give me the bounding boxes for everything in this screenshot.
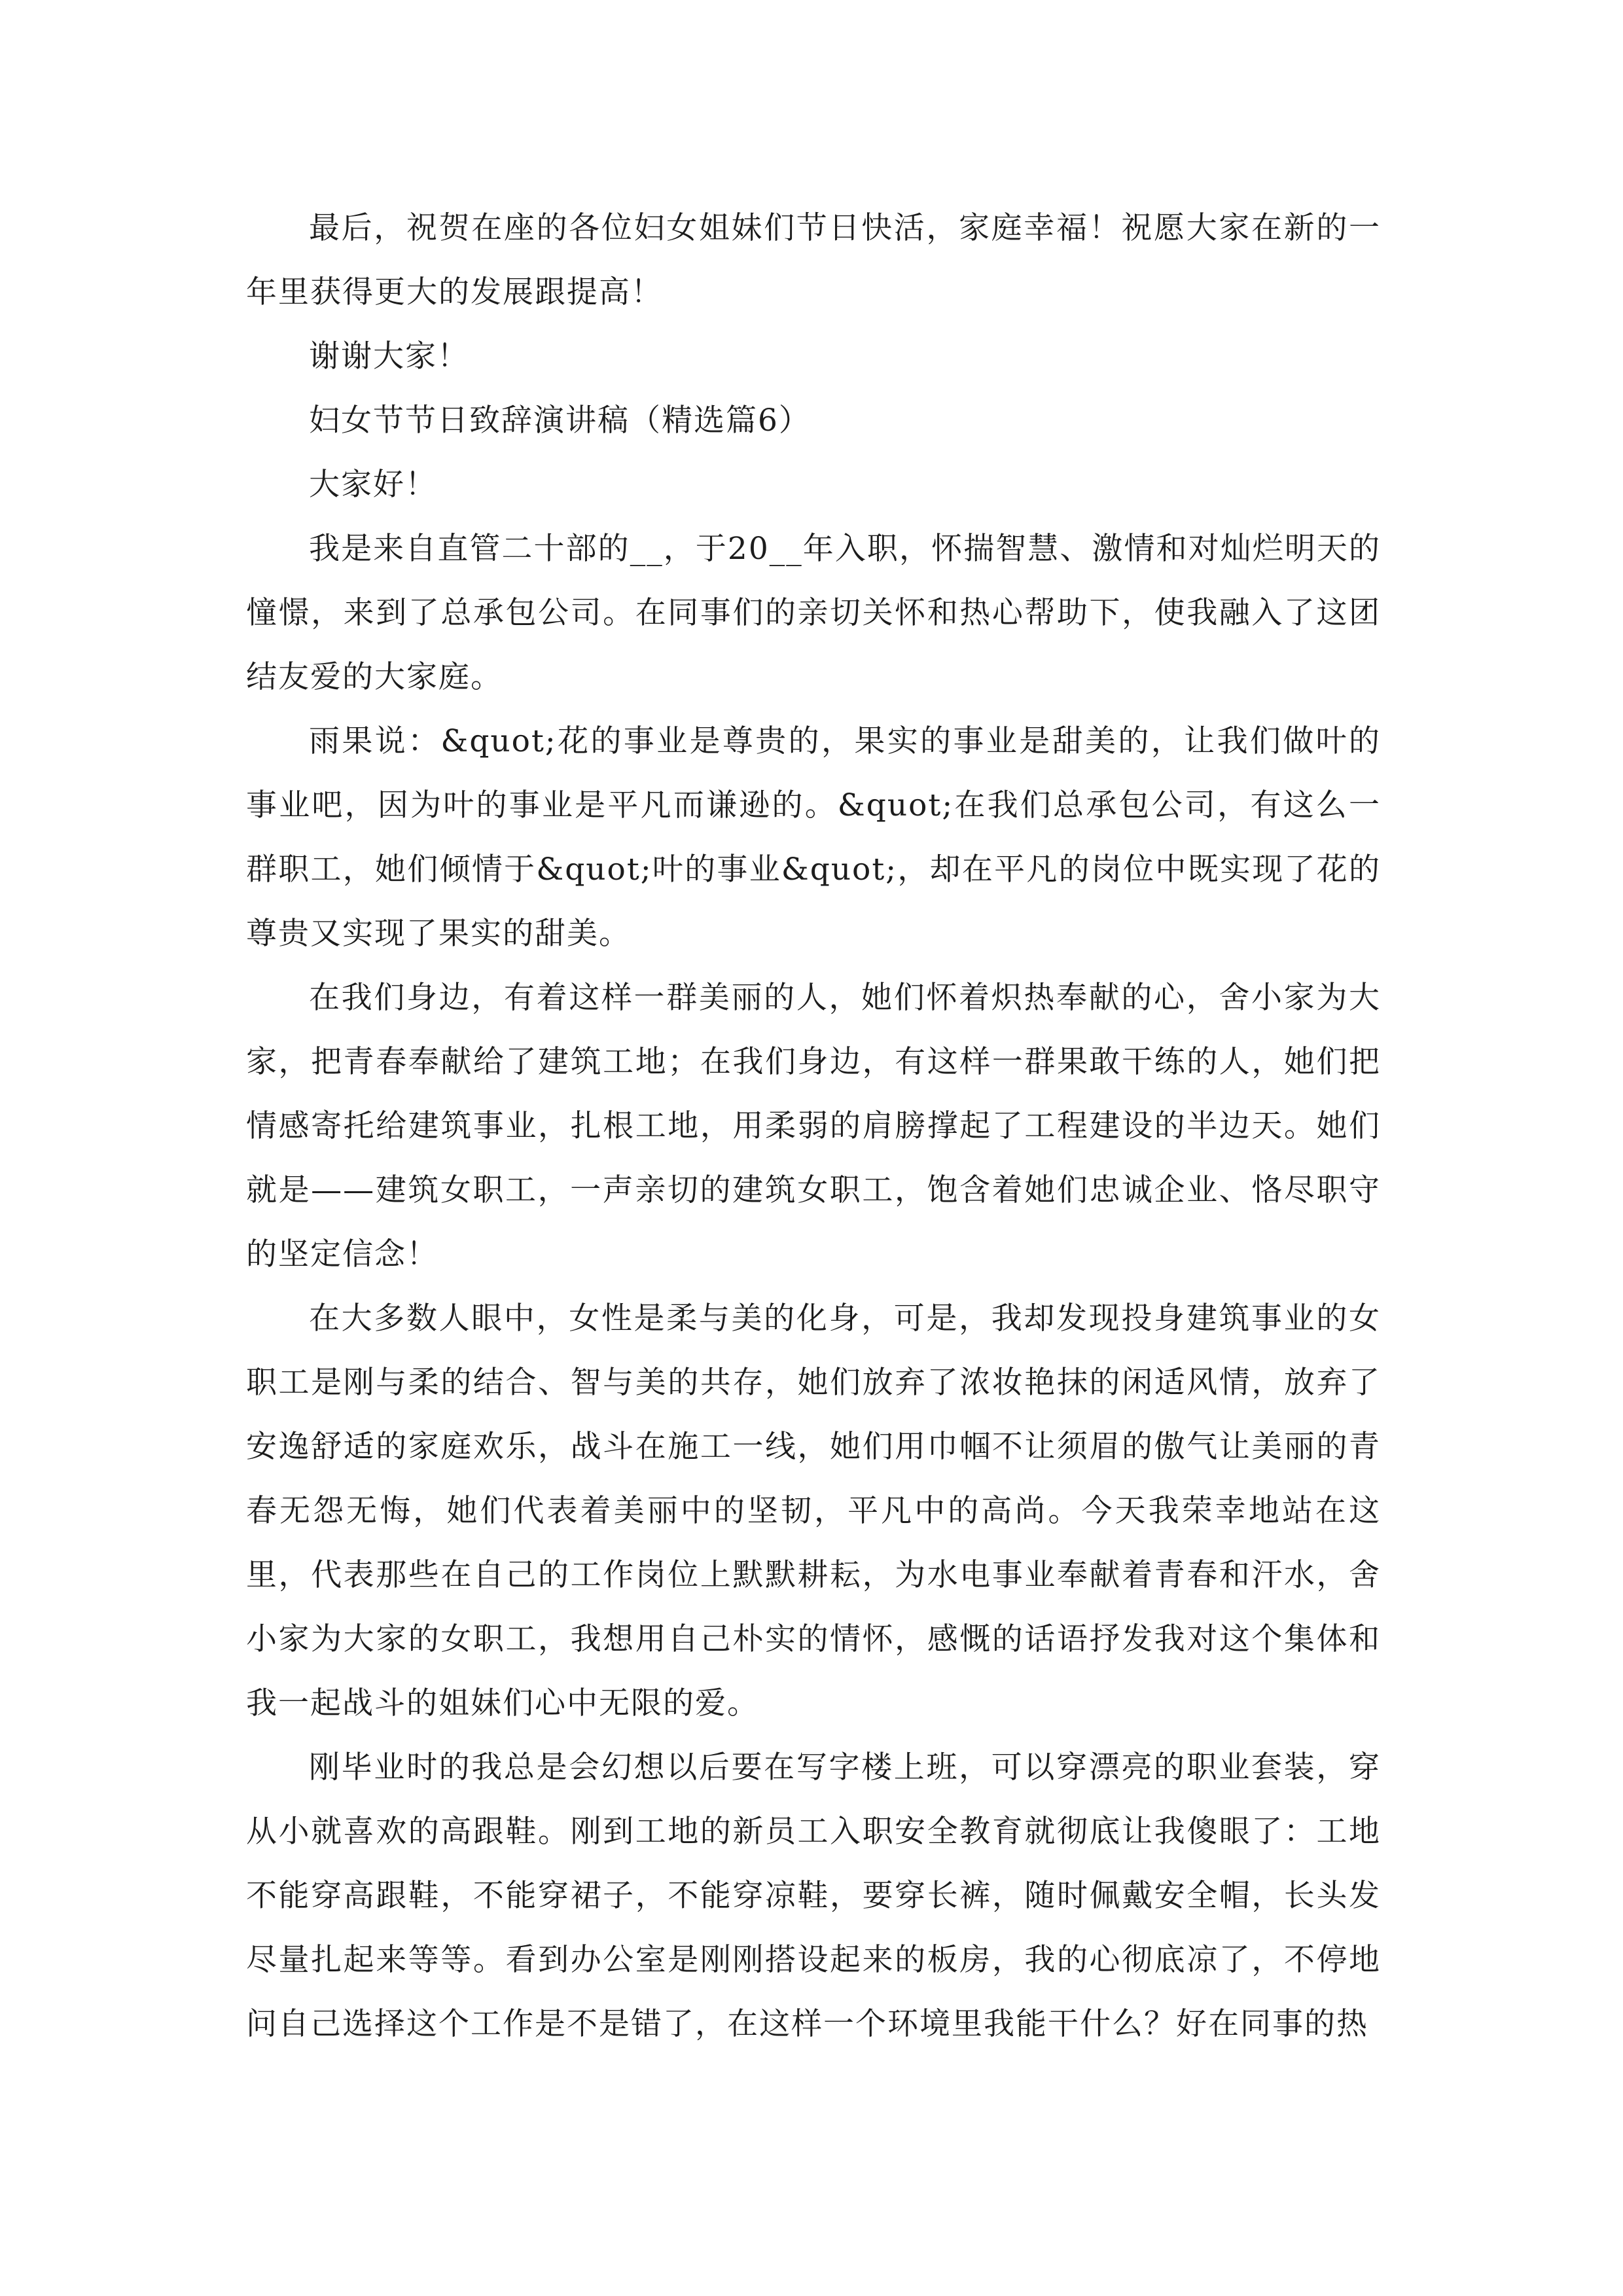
paragraph-hugo-quote: 雨果说：&quot;花的事业是尊贵的，果实的事业是甜美的，让我们做叶的事业吧，因为叶的事业是平凡而谦逊的。&quot;在我们总承包公司，有这么一群职工，她们倾情于&quot;叶的事业&quot;，却在平凡的岗位中既实现了花的尊贵又实现了果实的甜美。 [246, 723, 1381, 952]
paragraph-greeting: 大家好！ [309, 467, 437, 503]
paragraph-strength-and-grace: 在大多数人眼中，女性是柔与美的化身，可是，我却发现投身建筑事业的女职工是刚与柔的结合、智与美的共存，她们放弃了浓妆艳抹的闲适风情，放弃了安逸舒适的家庭欢乐，战斗在施工一线，她们用巾帼不让须眉的傲气让美丽的青春无怨无悔，她们代表着美丽中的坚韧，平凡中的高尚。今天我荣幸地站在这里，代表那些在自己的工作岗位上默默耕耘，为水电事业奉献着青春和汗水，舍小家为大家的女职工，我想用自己朴实的情怀，感慨的话语抒发我对这个集体和我一起战斗的姐妹们心中无限的爱。 [246, 1300, 1381, 1721]
paragraph-closing-wishes: 最后，祝贺在座的各位妇女姐妹们节日快活，家庭幸福！祝愿大家在新的一年里获得更大的发展跟提高！ [246, 210, 1381, 310]
section-heading: 妇女节节日致辞演讲稿（精选篇6） [309, 403, 811, 439]
paragraph-introduction: 我是来自直管二十部的__，于20__年入职，怀揣智慧、激情和对灿烂明天的憧憬，来到了总承包公司。在同事们的亲切关怀和热心帮助下，使我融入了这团结友爱的大家庭。 [246, 531, 1381, 695]
paragraph-thanks: 谢谢大家！ [309, 338, 469, 374]
document-body [246, 196, 1381, 2056]
paragraph-first-job: 刚毕业时的我总是会幻想以后要在写字楼上班，可以穿漂亮的职业套装，穿从小就喜欢的高跟鞋。刚到工地的新员工入职安全教育就彻底让我傻眼了：工地不能穿高跟鞋，不能穿裙子，不能穿凉鞋，要穿长裤，随时佩戴安全帽，长头发尽量扎起来等等。看到办公室是刚刚搭设起来的板房，我的心彻底凉了，不停地问自己选择这个工作是不是错了，在这样一个环境里我能干什么？好在同事的热 [246, 1749, 1381, 2042]
paragraph-women-workers: 在我们身边，有着这样一群美丽的人，她们怀着炽热奉献的心，舍小家为大家，把青春奉献给了建筑工地；在我们身边，有这样一群果敢干练的人，她们把情感寄托给建筑事业，扎根工地，用柔弱的肩膀撑起了工程建设的半边天。她们就是——建筑女职工，一声亲切的建筑女职工，饱含着她们忠诚企业、恪尽职守的坚定信念！ [246, 980, 1381, 1272]
